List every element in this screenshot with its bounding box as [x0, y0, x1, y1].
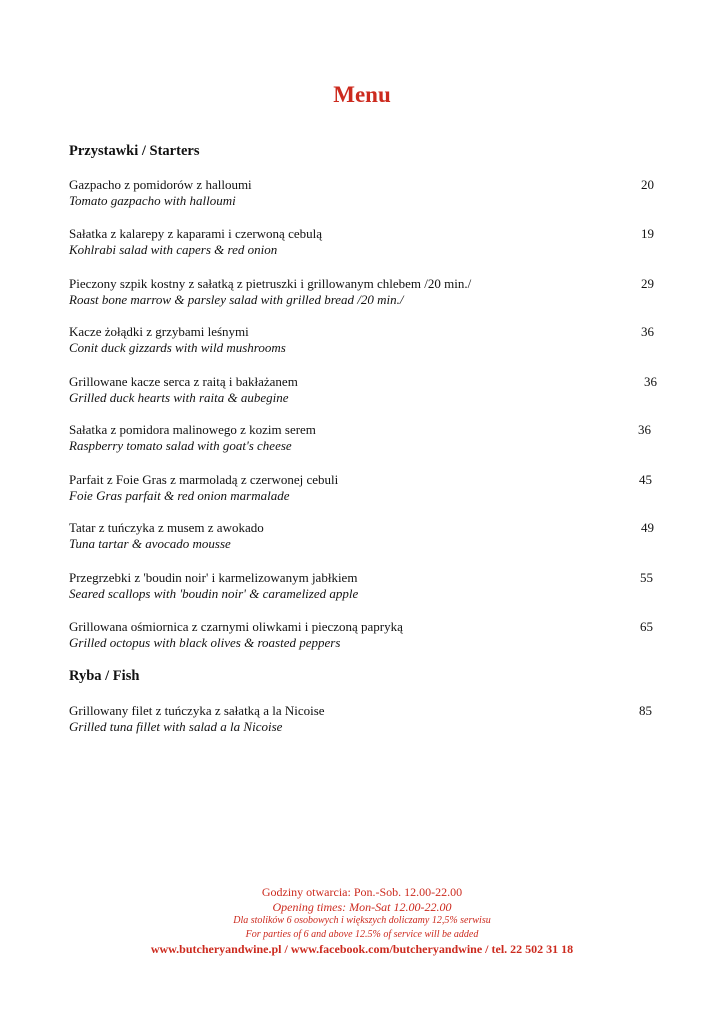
menu-item	[69, 472, 659, 506]
item-price: 45	[639, 472, 652, 487]
item-name-en: Foie Gras parfait & red onion marmalade	[69, 488, 290, 503]
item-name-en: Tomato gazpacho with halloumi	[69, 193, 236, 208]
item-name-en: Raspberry tomato salad with goat's cheese	[69, 438, 292, 453]
item-name-en: Roast bone marrow & parsley salad with grilled bread /20 min./	[69, 292, 404, 307]
item-name-pl: Pieczony szpik kostny z sałatką z pietruszki i grillowanym chlebem /20 min./	[69, 276, 472, 291]
menu-item	[69, 226, 659, 260]
item-name-en: Grilled tuna fillet with salad a la Nicoise	[69, 719, 283, 734]
opening-hours-en: Opening times: Mon-Sat 12.00-22.00	[272, 900, 452, 914]
item-price: 36	[644, 374, 657, 389]
item-name-pl: Gazpacho z pomidorów z halloumi	[69, 177, 252, 192]
menu-item	[69, 703, 659, 737]
item-name-pl: Parfait z Foie Gras z marmoladą z czerwonej cebuli	[69, 472, 339, 487]
item-price: 65	[640, 619, 653, 634]
menu-item	[69, 324, 659, 358]
item-price: 36	[638, 422, 651, 437]
item-price: 20	[641, 177, 654, 192]
item-name-en: Kohlrabi salad with capers & red onion	[69, 242, 278, 257]
item-name-pl: Sałatka z kalarepy z kaparami i czerwoną cebulą	[69, 226, 322, 241]
menu-item	[69, 276, 659, 310]
service-note-pl: Dla stolików 6 osobowych i większych doliczamy 12,5% serwisu	[233, 915, 491, 926]
item-name-en: Seared scallops with 'boudin noir' & caramelized apple	[69, 586, 359, 601]
item-price: 29	[641, 276, 654, 291]
item-name-pl: Przegrzebki z 'boudin noir' i karmelizowanym jabłkiem	[69, 570, 358, 585]
item-name-en: Tuna tartar & avocado mousse	[69, 536, 231, 551]
item-price: 36	[641, 324, 654, 339]
item-name-pl: Kacze żołądki z grzybami leśnymi	[69, 324, 249, 339]
item-price: 49	[641, 520, 654, 535]
menu-item	[69, 520, 659, 554]
item-price: 55	[640, 570, 653, 585]
contact-line: www.butcheryandwine.pl / www.facebook.com/butcheryandwine / tel. 22 502 31 18	[150, 942, 574, 956]
menu-item	[69, 570, 659, 604]
item-name-en: Grilled octopus with black olives & roasted peppers	[69, 635, 341, 650]
service-note-en: For parties of 6 and above 12.5% of service will be added	[245, 929, 479, 940]
item-name-en: Grilled duck hearts with raita & aubegine	[69, 390, 289, 405]
item-name-pl: Tatar z tuńczyka z musem z awokado	[69, 520, 264, 535]
item-name-en: Conit duck gizzards with wild mushrooms	[69, 340, 286, 355]
item-name-pl: Sałatka z pomidora malinowego z kozim serem	[69, 422, 316, 437]
item-name-pl: Grillowane kacze serca z raitą i bakłażanem	[69, 374, 298, 389]
menu-item	[69, 619, 659, 653]
item-price: 85	[639, 703, 652, 718]
section-heading-starters: Przystawki / Starters	[69, 143, 200, 159]
menu-item	[69, 374, 659, 408]
opening-hours-pl: Godziny otwarcia: Pon.-Sob. 12.00-22.00	[261, 885, 463, 899]
item-name-pl: Grillowany filet z tuńczyka z sałatką a la Nicoise	[69, 703, 325, 718]
item-name-pl: Grillowana ośmiornica z czarnymi oliwkami i pieczoną papryką	[69, 619, 403, 634]
menu-item	[69, 177, 659, 211]
page-title: Menu	[333, 82, 391, 107]
section-heading-fish: Ryba / Fish	[69, 668, 140, 684]
menu-item	[69, 422, 659, 456]
item-price: 19	[641, 226, 654, 241]
